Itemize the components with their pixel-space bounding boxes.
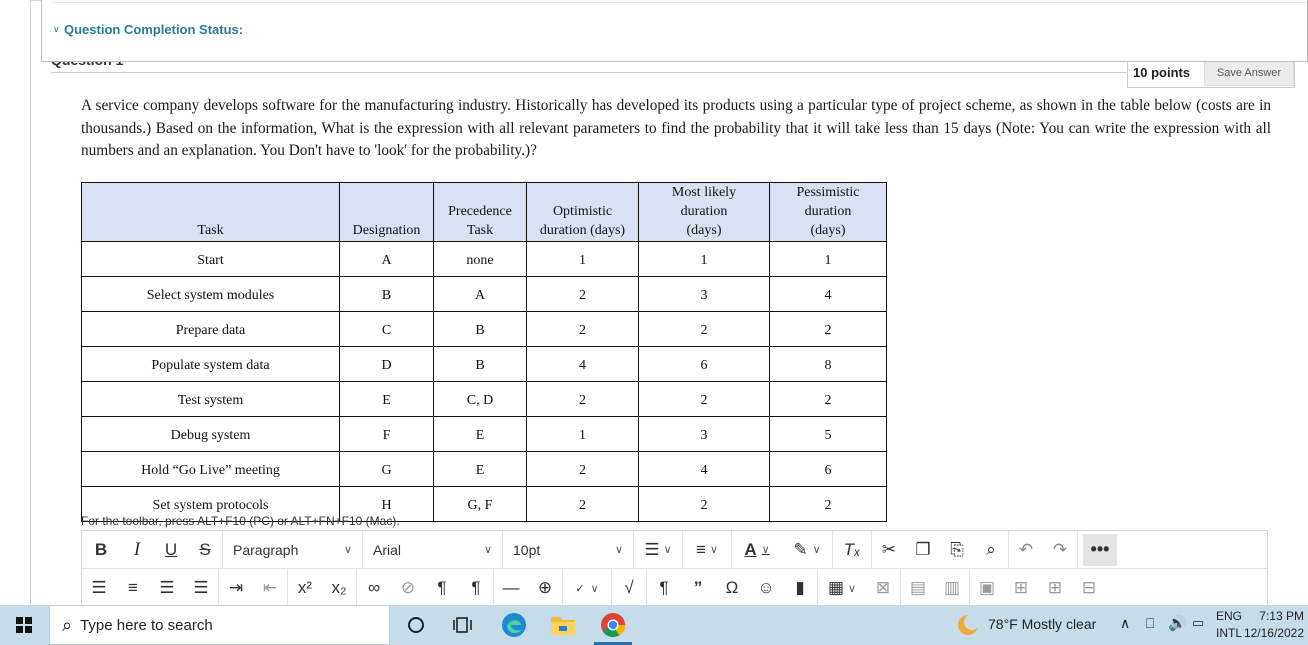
cell-pessimistic: 6 [770, 452, 887, 487]
spellcheck-icon[interactable]: ✓ ∨ [575, 582, 599, 595]
undo-icon[interactable]: ↶ [1018, 539, 1034, 559]
more-options[interactable] [1078, 531, 1122, 569]
table-delete-icon[interactable]: ⊠ [875, 578, 891, 597]
table-column-icon[interactable]: ▥ [943, 578, 961, 597]
table-remove-icon[interactable]: ⊟ [1081, 578, 1097, 597]
cell-task: Populate system data [82, 347, 340, 382]
header-label: duration [680, 204, 728, 219]
emoji-icon[interactable]: ☺ [757, 578, 775, 597]
header-label: (days) [686, 223, 722, 238]
table-icon[interactable]: ▦ ∨ [827, 578, 857, 597]
keyboard-label: INTL [1215, 626, 1242, 640]
table-row-icon[interactable]: ▤ [909, 578, 927, 597]
rtl-icon[interactable]: ¶ [471, 578, 481, 597]
align-justify-icon[interactable]: ☰ [193, 578, 209, 597]
table-insert-icon[interactable]: ⊞ [1047, 578, 1063, 597]
time-label: 7:13 PM [1259, 609, 1304, 623]
copy-icon[interactable]: ❐ [915, 539, 931, 559]
chevron-down-icon: ∨ [614, 544, 623, 556]
cell-designation: F [340, 417, 434, 452]
underline-button[interactable]: U [164, 539, 178, 559]
task-table [81, 182, 887, 522]
table-row [82, 382, 887, 417]
ltr-icon[interactable]: ¶ [437, 578, 447, 597]
unlink-icon[interactable]: ⊘ [400, 578, 416, 597]
cell-pessimistic: 2 [770, 312, 887, 347]
cell-precedence: E [434, 417, 527, 452]
cell-likely: 2 [639, 312, 770, 347]
table-row [82, 242, 887, 277]
table-row [82, 277, 887, 312]
cell-optimistic: 1 [527, 242, 639, 277]
points-label: 10 points [1133, 65, 1191, 80]
italic-button[interactable]: I [133, 538, 141, 560]
date-label: 12/16/2022 [1243, 626, 1304, 640]
blockquote-icon[interactable]: ” [693, 578, 703, 597]
header-label: (days) [810, 223, 846, 238]
cell-optimistic: 2 [527, 312, 639, 347]
redo-icon[interactable]: ↷ [1052, 539, 1068, 559]
cell-precedence: C, D [434, 382, 527, 417]
math-icon[interactable]: √ [624, 578, 634, 597]
cell-task: Select system modules [82, 277, 340, 312]
question-completion-status-label[interactable]: Question Completion Status: [64, 22, 244, 37]
align-right-icon[interactable]: ☰ [159, 578, 175, 597]
special-character-icon[interactable]: Ω [725, 578, 739, 597]
chevron-down-icon: ∨ [343, 544, 352, 556]
link-icon[interactable]: ∞ [367, 578, 381, 597]
cell-precedence: E [434, 452, 527, 487]
windows-icon [16, 617, 32, 633]
header-pessimistic [770, 183, 887, 242]
cell-designation: G [340, 452, 434, 487]
table-cell-icon[interactable]: ▣ [978, 578, 996, 597]
cell-precedence: none [434, 242, 527, 277]
chrome-icon[interactable] [593, 605, 633, 645]
table-row [82, 417, 887, 452]
cell-precedence: G, F [434, 487, 527, 522]
cell-precedence: B [434, 347, 527, 382]
network-icon[interactable]: ⎕ [1146, 615, 1155, 631]
cell-designation: D [340, 347, 434, 382]
subscript-icon[interactable]: x₂ [331, 578, 347, 597]
language-indicator[interactable] [1216, 608, 1242, 642]
align-left-icon[interactable]: ☰ [91, 578, 107, 597]
battery-icon[interactable]: ▭ [1192, 615, 1205, 630]
table-header-row [82, 183, 887, 242]
question-text: A service company develops software for the manufacturing industry. Historically has developed its products using a particular type of project scheme, as shown in the table below (costs are in thousands.) Based on the information, What is the expression with all relevant parameters to find the probability that it will take less than 15 days (Note: You can write the expression with all numbers and an explanation. You Don't have to 'look' for the probability.)? [81, 97, 1271, 159]
cell-likely: 6 [639, 347, 770, 382]
clock[interactable] [1244, 608, 1304, 642]
cell-task: Start [82, 242, 340, 277]
chevron-down-icon[interactable]: ∨ [53, 24, 60, 34]
cell-pessimistic: 4 [770, 277, 887, 312]
cell-precedence: A [434, 277, 527, 312]
taskbar [0, 605, 1308, 645]
header-most-likely [639, 183, 770, 242]
toolbar-row [82, 569, 1267, 607]
header-label: Task [466, 223, 494, 238]
weather-icon[interactable] [948, 605, 988, 645]
cut-icon[interactable]: ✂ [881, 539, 897, 559]
header-precedence [434, 183, 527, 242]
cell-pessimistic: 2 [770, 382, 887, 417]
paragraph-select-label: Paragraph [233, 541, 299, 558]
find-icon[interactable]: ⌕ [986, 539, 996, 559]
cell-designation: B [340, 277, 434, 312]
cell-task: Hold “Go Live” meeting [82, 452, 340, 487]
cell-pessimistic: 8 [770, 347, 887, 382]
header-label: Precedence [448, 204, 512, 219]
cell-likely: 1 [639, 242, 770, 277]
divider [51, 72, 1129, 73]
language-label: ENG [1215, 609, 1242, 623]
header-optimistic [527, 183, 639, 242]
bookmark-icon[interactable]: ▮ [795, 578, 805, 597]
chevron-down-icon: ∨ [483, 544, 492, 556]
start-button[interactable] [0, 605, 48, 645]
cell-optimistic: 2 [527, 277, 639, 312]
divider [52, 2, 1307, 3]
cell-designation: H [340, 487, 434, 522]
text-color-icon[interactable]: A ∨ [744, 539, 770, 559]
paragraph-select[interactable] [223, 531, 362, 569]
cell-likely: 3 [639, 417, 770, 452]
file-explorer-icon[interactable] [543, 605, 583, 645]
table-split-icon[interactable]: ⊞ [1013, 578, 1029, 597]
header-label: duration (days) [539, 223, 626, 238]
chevron-up-icon[interactable]: ∧ [1120, 615, 1131, 631]
cell-designation: E [340, 382, 434, 417]
cell-designation: C [340, 312, 434, 347]
header-label: Pessimistic [796, 185, 860, 200]
font-select[interactable] [363, 531, 502, 569]
more-icon[interactable]: ••• [1083, 534, 1117, 566]
task-view-icon[interactable] [443, 605, 483, 645]
header-label: duration [804, 204, 852, 219]
strikethrough-button[interactable]: S [199, 539, 211, 559]
cell-optimistic: 2 [527, 382, 639, 417]
cell-pessimistic: 2 [770, 487, 887, 522]
font-select-label: Arial [373, 541, 402, 558]
divider [30, 0, 31, 605]
cell-optimistic: 1 [527, 417, 639, 452]
cell-task: Test system [82, 382, 340, 417]
font-size-select[interactable] [503, 531, 633, 569]
question-completion-status-panel[interactable] [41, 0, 1308, 62]
header-label: Task [197, 223, 224, 238]
outdent-icon[interactable]: ⇤ [262, 578, 278, 597]
cell-task: Debug system [82, 417, 340, 452]
superscript-icon[interactable]: x² [297, 578, 313, 597]
indent-icon[interactable]: ⇥ [228, 578, 244, 597]
table-row [82, 312, 887, 347]
save-answer-button[interactable]: Save Answer [1204, 61, 1294, 86]
toolbar-row [82, 531, 1267, 569]
toolbar-hint: For the toolbar, press ALT+F10 (PC) or ALT+FN+F10 (Mac). [81, 514, 400, 528]
highlight-color-icon[interactable]: ✎ ∨ [793, 539, 821, 559]
header-label: Most likely [671, 185, 737, 200]
cell-likely: 2 [639, 382, 770, 417]
insert-icon[interactable]: ⊕ [537, 578, 553, 597]
paragraph-mark-icon[interactable]: ¶ [659, 578, 669, 597]
font-size-select-label: 10pt [513, 541, 541, 558]
numbered-list-icon[interactable]: ≡ ∨ [696, 539, 718, 559]
bullet-list-icon[interactable]: ☰ ∨ [644, 539, 672, 559]
cell-precedence: B [434, 312, 527, 347]
search-placeholder: Type here to search [80, 616, 213, 634]
volume-icon[interactable]: 🔊 [1168, 615, 1187, 632]
cell-optimistic: 2 [527, 452, 639, 487]
cell-designation: A [340, 242, 434, 277]
header-task [82, 183, 340, 242]
weather-text[interactable]: 78°F Mostly clear [988, 616, 1097, 632]
horizontal-line-icon[interactable]: — [502, 578, 520, 597]
edge-icon[interactable] [494, 605, 534, 645]
points-box [1127, 58, 1295, 88]
cell-likely: 4 [639, 452, 770, 487]
cell-likely: 2 [639, 487, 770, 522]
cell-pessimistic: 1 [770, 242, 887, 277]
cell-task: Prepare data [82, 312, 340, 347]
bold-button[interactable]: B [94, 539, 108, 559]
clear-formatting-icon[interactable]: Tₓ [843, 539, 861, 559]
cell-optimistic: 2 [527, 487, 639, 522]
editor-toolbar [81, 530, 1268, 605]
table-row [82, 347, 887, 382]
cortana-icon[interactable] [396, 605, 436, 645]
cell-task: Set system protocols [82, 487, 340, 522]
paste-icon[interactable]: ⎘ [950, 539, 964, 559]
header-designation [340, 183, 434, 242]
search-icon: ⌕ [62, 614, 73, 635]
header-label: Designation [352, 223, 421, 238]
cell-likely: 3 [639, 277, 770, 312]
table-row [82, 452, 887, 487]
cell-pessimistic: 5 [770, 417, 887, 452]
header-label: Optimistic [552, 204, 613, 219]
taskbar-search[interactable] [49, 605, 390, 645]
cell-optimistic: 4 [527, 347, 639, 382]
align-center-icon[interactable]: ≡ [128, 578, 138, 597]
